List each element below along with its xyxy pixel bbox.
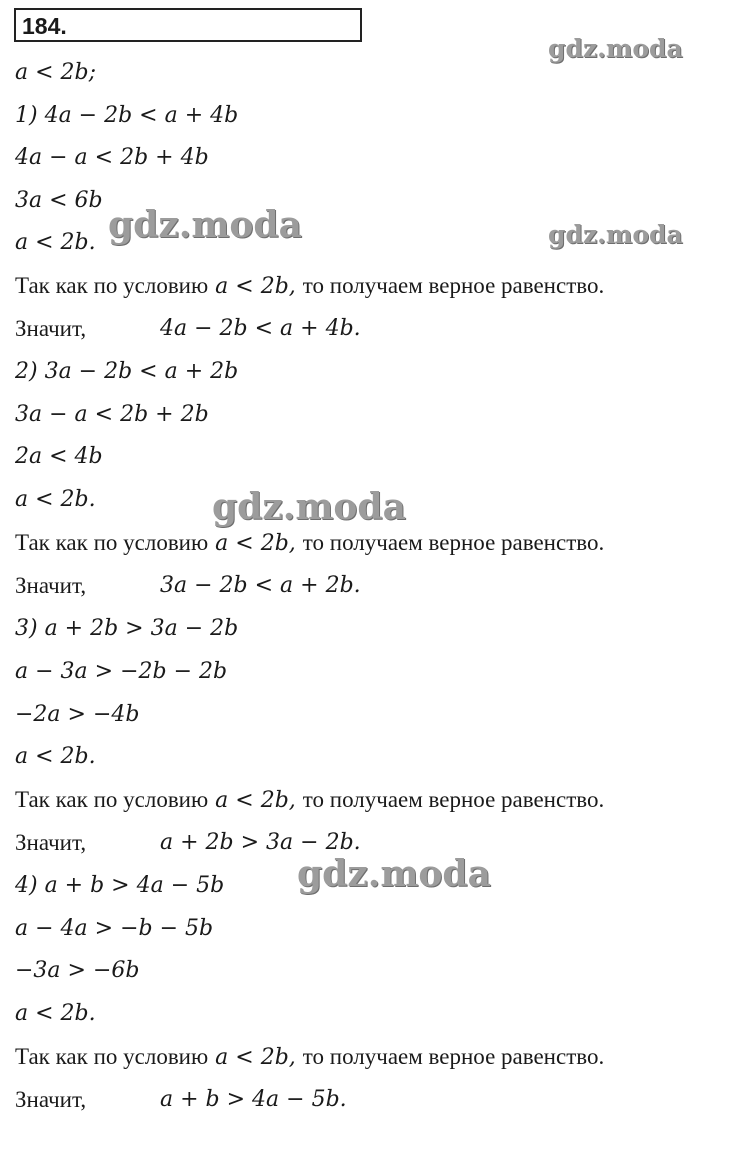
conclusion-expr: 3a − 2b < a + 2b. (160, 573, 361, 598)
solution-line: a < 2b. (15, 744, 96, 769)
conclusion-label: Значит, (15, 316, 87, 341)
solution-line: 3) a + 2b > 3a − 2b (15, 616, 239, 641)
solution-line: 4a − a < 2b + 4b (15, 145, 209, 170)
condition-expr: a < 2b, (215, 531, 296, 556)
conclusion-expr: a + 2b > 3a − 2b. (160, 830, 361, 855)
condition-expr: a < 2b, (215, 274, 296, 299)
conclusion-line (15, 314, 715, 344)
solution-line: a − 4a > −b − 5b (15, 916, 214, 941)
watermark: gdz.moda (212, 486, 406, 528)
solution-line: a − 3a > −2b − 2b (15, 659, 228, 684)
solution-line: −3a > −6b (15, 958, 140, 983)
condition-suffix: то получаем верное равенство. (302, 273, 605, 298)
solution-line: 3a − a < 2b + 2b (15, 402, 209, 427)
watermark: gdz.moda (548, 220, 683, 249)
condition-suffix: то получаем верное равенство. (302, 530, 605, 555)
solution-line: 2a < 4b (15, 444, 103, 469)
watermark: gdz.moda (297, 853, 491, 895)
condition-line (15, 528, 604, 559)
problem-number: 184. (22, 13, 67, 39)
solution-line: a < 2b. (15, 1001, 96, 1026)
condition-expr: a < 2b, (215, 1045, 296, 1070)
condition-line (15, 271, 604, 302)
solution-line: 4) a + b > 4a − 5b (15, 873, 225, 898)
solution-line: a < 2b. (15, 230, 96, 255)
conclusion-label: Значит, (15, 1087, 87, 1112)
conclusion-label: Значит, (15, 830, 87, 855)
solution-line: a < 2b. (15, 487, 96, 512)
condition-expr: a < 2b, (215, 788, 296, 813)
problem-header-box (14, 8, 362, 42)
solution-line: a < 2b; (15, 60, 97, 85)
solution-line: 3a < 6b (15, 188, 103, 213)
condition-suffix: то получаем верное равенство. (302, 1044, 605, 1069)
conclusion-expr: 4a − 2b < a + 4b. (160, 316, 361, 341)
solution-line: 2) 3a − 2b < a + 2b (15, 359, 239, 384)
condition-prefix: Так как по условию (15, 273, 209, 298)
solution-line: 1) 4a − 2b < a + 4b (15, 103, 239, 128)
watermark: gdz.moda (548, 34, 683, 63)
conclusion-line (15, 571, 715, 601)
condition-line (15, 1042, 604, 1073)
condition-prefix: Так как по условию (15, 1044, 209, 1069)
conclusion-line (15, 1085, 715, 1115)
condition-line (15, 785, 604, 816)
condition-prefix: Так как по условию (15, 787, 209, 812)
conclusion-label: Значит, (15, 573, 87, 598)
conclusion-expr: a + b > 4a − 5b. (160, 1087, 347, 1112)
watermark: gdz.moda (108, 204, 302, 246)
condition-prefix: Так как по условию (15, 530, 209, 555)
condition-suffix: то получаем верное равенство. (302, 787, 605, 812)
solution-line: −2a > −4b (15, 702, 140, 727)
